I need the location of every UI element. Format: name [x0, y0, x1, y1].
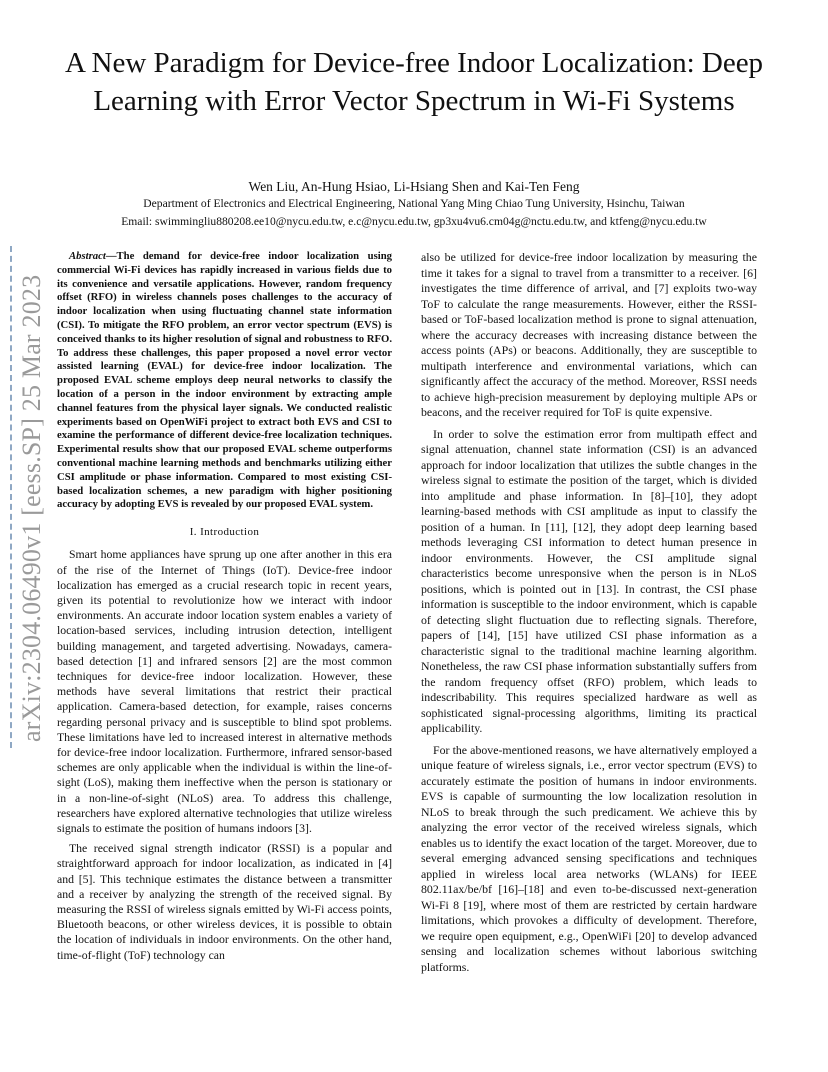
intro-paragraph-3: also be utilized for device-free indoor localization by measuring the time it takes for a signal to travel from a transmitter to a receiver. [6] investigates the time difference of arrival, and [7] exploits two-way ToF to calculate the range measurements. However, either the RSSI-based or ToF-based localization method is prone to signal attenuation, where the accuracy decreases with increasing distance between the access points (APs) or beacons. Additionally, they are susceptible to multipath interference and environmental variations, which can significantly affect the accuracy of the method. Moreover, RSSI needs to achieve high-precision measurement by deploying multiple APs or beacons, and the receiver required for ToF is quite expensive. — [421, 250, 757, 419]
abstract-text: —The demand for device-free indoor localization using commercial Wi-Fi devices has rapidly increased in various fields due to its convenience and versatile applications. However, random frequency offset (RFO) in wireless channels poses challenges to the accuracy of indoor localization when using fluctuating channel state information (CSI). To mitigate the RFO problem, an error vector spectrum (EVS) is conceived thanks to its higher resolution of signal and robustness to RFO. To address these challenges, this paper proposed a novel error vector assisted learning (EVAL) for device-free indoor localization. The proposed EVAL scheme employs deep neural networks to classify the location of a person in the indoor environment by extracting ample channel features from the physical layer signals. We conducted realistic experiments based on OpenWiFi project to extract both EVS and CSI to examine the performance of different device-free localization techniques. Experimental results show that our proposed EVAL scheme outperforms conventional machine learning methods and benchmarks utilizing either CSI amplitude or phase information. Compared to most existing CSI-based localization schemes, a new paradigm with higher positioning accuracy by adopting EVS is revealed by our proposed EVAL system. — [57, 250, 392, 511]
arxiv-identifier[interactable]: arXiv:2304.06490v1 [eess.SP] 25 Mar 2023 — [17, 274, 46, 742]
right-column — [421, 250, 757, 975]
email-list: Email: swimmingliu880208.ee10@nycu.edu.tw, e.c@nycu.edu.tw, gp3xu4vu6.cm04g@nctu.edu.tw, and ktfeng@nycu.edu.tw — [121, 215, 707, 228]
intro-paragraph-1: Smart home appliances have sprung up one after another in this era of the rise of the Internet of Things (IoT). Device-free indoor localization has emerged as a crucial research topic in recent years, given its potential to revolutionize how we interact with indoor environments. An accurate indoor location system enables a variety of location-based services, including intrusion detection, intelligent building management, and targeted advertising. Nowadays, camera-based detection [1] and infrared sensors [2] are the most common techniques for device-free indoor localization. However, these methods have several limitations that restrict their practical application. Camera-based detection, for example, raises concerns regarding personal privacy and is susceptible to blind spot problems. These limitations have led to increased interest in alternative methods for device-free indoor localization. Furthermore, infrared sensor-based schemes are only applicable when the individual is within the line-of-sight (LoS), making them ineffective when the person is stationary or in a non-line-of-sight (NLoS) area. To address this challenge, researchers have explored alternative technologies that utilize wireless signals to estimate the position of humans indoors [3]. — [57, 548, 392, 835]
affiliation: Department of Electronics and Electrical Engineering, National Yang Ming Chiao Tung University, Hsinchu, Taiwan — [143, 197, 685, 210]
abstract-label: Abstract — [69, 250, 106, 262]
section-heading-introduction: I. Introduction — [189, 526, 260, 539]
intro-paragraph-4: In order to solve the estimation error from multipath effect and signal attenuation, channel state information (CSI) is an advanced approach for indoor localization that utilizes the subtle changes in the wireless signal to estimate the position of the target, which is divided into amplitude and phase information. In [8]–[10], they adopt learning-based methods with CSI amplitude as input to classify the position of a human. In [11], [12], they adopt deep learning based methods leveraging CSI information to detect human presence in indoor environments. However, the CSI amplitude signal characteristics become unresponsive when the person is in NLoS positions, which is pointed out in [13]. In contrast, the CSI phase information is susceptible to the indoor environment, which is capable of detecting slight fluctuation due to reflecting signals. Therefore, papers of [14], [15] have utilized CSI phase information as a characteristic signal to the traditional machine learning algorithm. Nonetheless, the raw CSI phase information substantially suffers from the random frequency offset (RFO) problem, which leads to indescribability. This requires specialized hardware as well as sophisticated signal-processing algorithms, limiting its practical applicability. — [421, 426, 757, 735]
paper-title: A New Paradigm for Device-free Indoor Localization: Deep Learning with Error Vector Spectrum in Wi-Fi Systems — [64, 47, 764, 117]
abstract — [57, 250, 392, 512]
intro-paragraph-2: The received signal strength indicator (RSSI) is a popular and straightforward approach for indoor localization, as indicated in [4] and [5]. This technique estimates the distance between a transmitter and a receiver by analyzing the strength of the received signal. By measuring the RSSI of wireless signals emitted by Wi-Fi access points, Bluetooth beacons, or other wireless devices, it is possible to obtain the location of individuals in indoor environments. On the other hand, time-of-flight (ToF) technology can — [57, 842, 392, 962]
intro-paragraph-5: For the above-mentioned reasons, we have alternatively employed a unique feature of wireless signals, i.e., error vector spectrum (EVS) to accurately estimate the position of humans in indoor environments. EVS is capable of surmounting the low localization resolution in NLoS to break through the such predicament. We achieve this by analyzing the error vector of the received wireless signals, which enables us to identify the exact location of the target. Moreover, due to several emerging advanced sensing specifications and techniques applied in wireless local area networks (WLANs) for IEEE 802.11ax/be/bf [16]–[18] and even to-be-discussed next-generation Wi-Fi 8 [19], where most of them are restricted by certain hardware limitations, which provokes a difficulty of development. Therefore, we require open equipment, e.g., OpenWiFi [20] to develop advanced sensing and localization schemes without laborious switching platforms. — [421, 742, 757, 974]
left-column — [57, 250, 392, 963]
author-list: Wen Liu, An-Hung Hsiao, Li-Hsiang Shen and Kai-Ten Feng — [248, 179, 580, 194]
arxiv-sidebar — [10, 246, 52, 748]
